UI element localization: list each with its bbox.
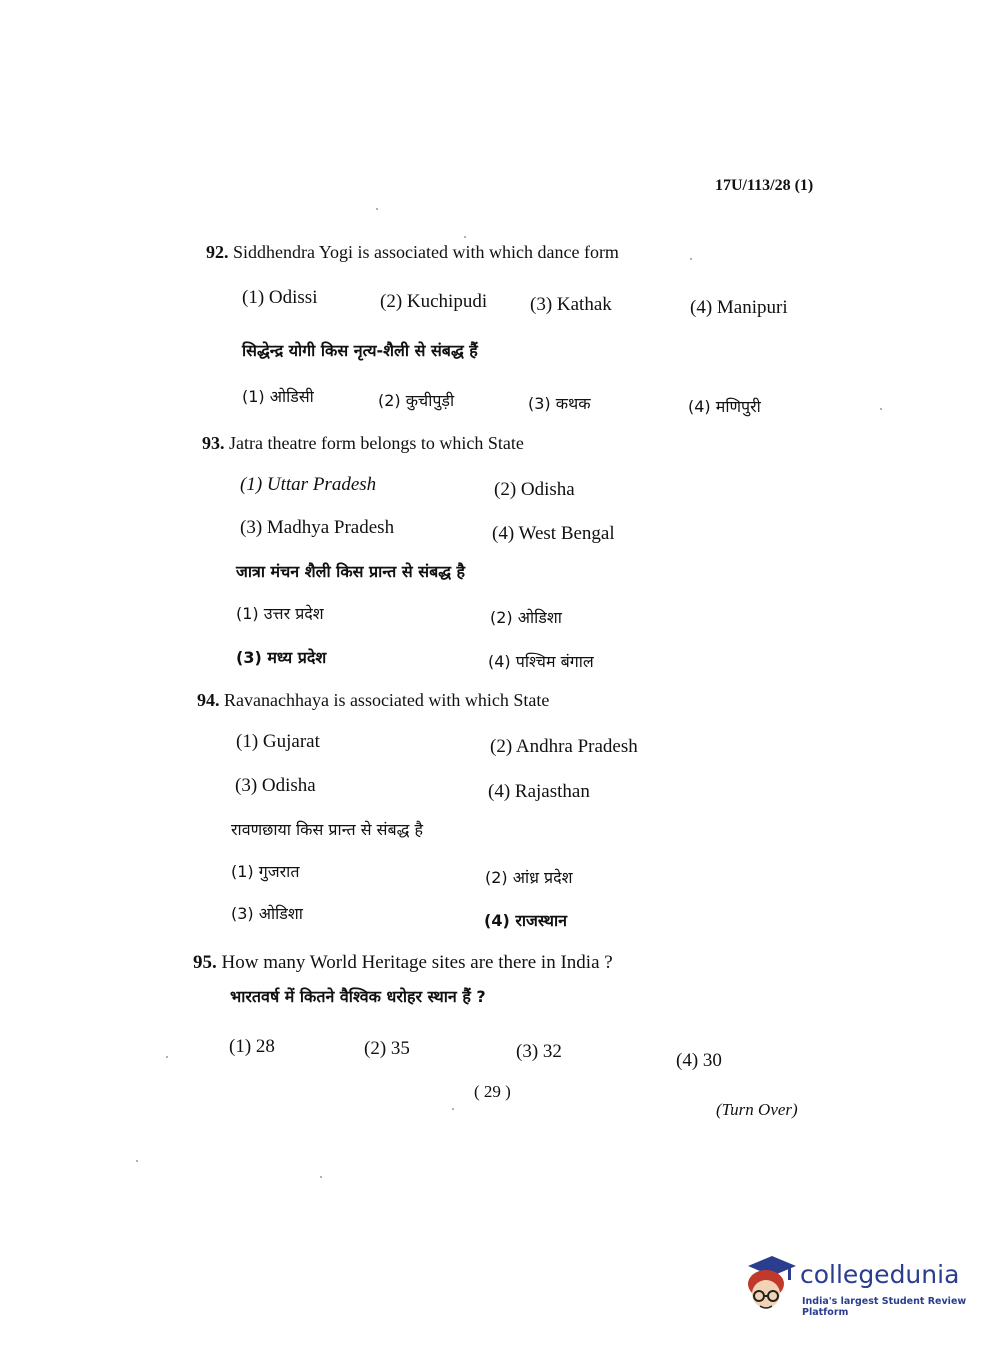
logo-tagline: India's largest Student Review Platform	[802, 1296, 967, 1318]
q94-option-2: (2) Andhra Pradesh	[490, 736, 638, 757]
q93-hindi-option-3: (3) मध्य प्रदेश	[236, 648, 327, 667]
scan-speck	[464, 236, 466, 238]
scan-speck	[320, 1176, 322, 1178]
q93-option-3: (3) Madhya Pradesh	[240, 517, 395, 538]
q95-option-1: (1) 28	[229, 1036, 275, 1057]
q94-option-4: (4) Rajasthan	[488, 781, 590, 802]
q92-option-3: (3) Kathak	[530, 294, 612, 315]
logo-wordmark: collegedunia	[800, 1260, 960, 1289]
scan-speck	[452, 1108, 454, 1110]
q95-option-2: (2) 35	[364, 1038, 410, 1059]
q94-option-3: (3) Odisha	[235, 775, 316, 796]
question-number: 92.	[206, 242, 229, 262]
q94-hindi-option-3: (3) ओडिशा	[231, 904, 303, 923]
question-text: Ravanachhaya is associated with which State	[224, 690, 550, 710]
q94-hindi-text: रावणछाया किस प्रान्त से संबद्ध है	[231, 820, 423, 839]
q93-option-4: (4) West Bengal	[492, 523, 615, 544]
q92-option-2: (2) Kuchipudi	[380, 291, 488, 312]
q92-hindi-option-1: (1) ओडिसी	[242, 387, 314, 406]
scan-speck	[690, 258, 692, 260]
q93-hindi-option-4: (4) पश्चिम बंगाल	[488, 652, 594, 671]
q92-hindi-text: सिद्धेन्द्र योगी किस नृत्य-शैली से संबद्ध हैं	[242, 341, 478, 360]
scan-speck	[166, 1056, 168, 1058]
question-95	[193, 952, 613, 974]
question-text: Jatra theatre form belongs to which State	[229, 433, 524, 453]
question-number: 93.	[202, 433, 225, 453]
question-text: How many World Heritage sites are there in India ?	[221, 952, 613, 973]
q95-option-3: (3) 32	[516, 1041, 562, 1062]
turn-over-note: (Turn Over)	[716, 1100, 798, 1119]
q93-hindi-option-1: (1) उत्तर प्रदेश	[236, 604, 324, 623]
q94-hindi-option-2: (2) आंध्र प्रदेश	[485, 868, 573, 887]
q93-hindi-option-2: (2) ओडिशा	[490, 608, 562, 627]
mascot-icon	[742, 1254, 800, 1324]
question-93	[202, 433, 524, 454]
q95-hindi-text: भारतवर्ष में कितने वैश्विक धरोहर स्थान हैं ?	[230, 987, 486, 1006]
q92-hindi-option-4: (4) मणिपुरी	[688, 397, 761, 416]
q95-option-4: (4) 30	[676, 1050, 722, 1071]
question-92	[206, 242, 619, 263]
question-number: 95.	[193, 952, 217, 973]
question-text: Siddhendra Yogi is associated with which dance form	[233, 242, 619, 262]
collegedunia-logo	[742, 1254, 972, 1324]
question-94	[197, 690, 549, 711]
q92-option-1: (1) Odissi	[242, 287, 318, 308]
paper-code: 17U/113/28 (1)	[715, 177, 814, 194]
q92-hindi-option-3: (3) कथक	[528, 394, 591, 413]
q93-option-2: (2) Odisha	[494, 479, 575, 500]
q93-hindi-text: जात्रा मंचन शैली किस प्रान्त से संबद्ध है	[236, 562, 466, 581]
q94-option-1: (1) Gujarat	[236, 731, 320, 752]
q92-hindi-option-2: (2) कुचीपुड़ी	[378, 391, 455, 410]
q94-hindi-option-4: (4) राजस्थान	[484, 911, 568, 930]
scan-speck	[880, 408, 882, 410]
q92-option-4: (4) Manipuri	[690, 297, 788, 318]
scan-speck	[136, 1160, 138, 1162]
page-number: ( 29 )	[474, 1082, 511, 1101]
q94-hindi-option-1: (1) गुजरात	[231, 862, 300, 881]
question-number: 94.	[197, 690, 220, 710]
q93-option-1: (1) Uttar Pradesh	[240, 474, 377, 495]
scan-speck	[376, 208, 378, 210]
